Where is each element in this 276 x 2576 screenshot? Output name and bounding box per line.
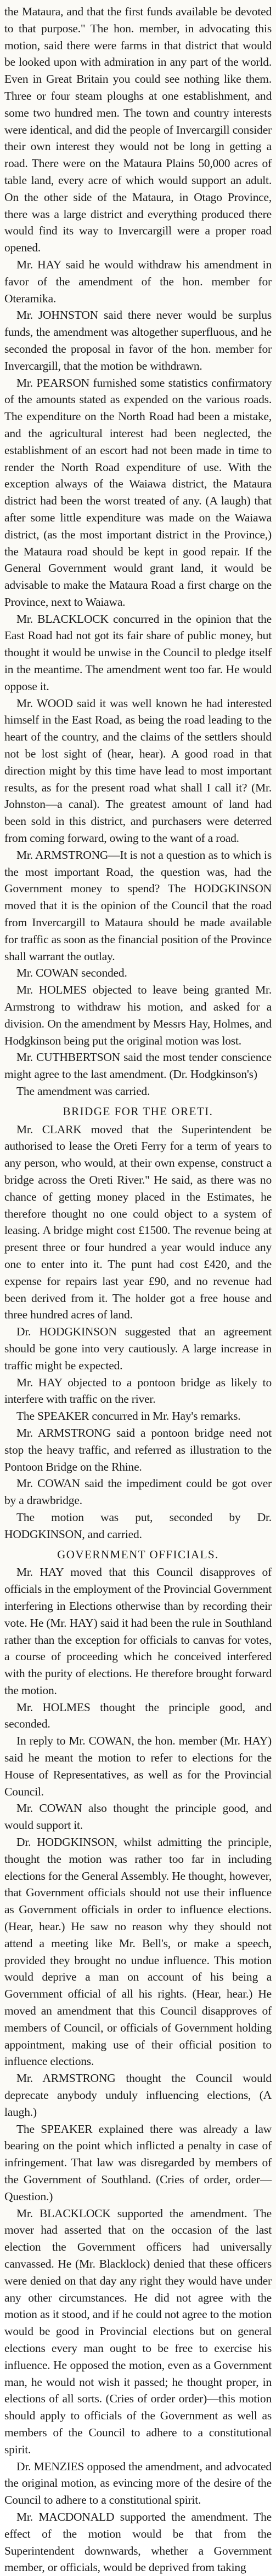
article-paragraph: Mr. BLACKLOCK concurred in the opinion that the East Road had not got its fair share of public money, but thought it would be unwise in the Council to pledge itself in the meantime. The amendment went too far. He would oppose it.	[4, 612, 272, 693]
article-paragraph: Mr. COWAN seconded.	[16, 966, 127, 980]
article-paragraph: Mr. COWAN said the impediment could be got over by a drawbridge.	[4, 1477, 272, 1507]
article-paragraph: Mr. ARMSTRONG said a pontoon bridge need not stop the heavy traffic, and referred as illustration to the Pontoon Bridge on the Rhine.	[4, 1426, 272, 1473]
article-paragraph: Mr. ARMSTRONG—It is not a question as to which is the most important Road, the question was, had the Government money to spend? The HODGKINSON moved that it is the opinion of the Council that the road from Invercargill to Mataura should be made available for traffic as soon as the financial position of the Province shall warrant the outlay.	[4, 848, 272, 963]
article-paragraph: Mr. CUTHBERTSON said the most tender conscience might agree to the last amendment. (Dr. Hodgkinson's)	[4, 1051, 272, 1081]
section-heading-officials: GOVERNMENT OFFICIALS.	[57, 1547, 219, 1561]
article-paragraph: Mr. WOOD said it was well known he had interested himself in the East Road, as being the road leading to the heart of the country, and the claims of the settlers should not be lost sight of (hear, hear). A good road in that direction might by this time have lead to most important results, as for the present road what shall I call it? (Mr. Johnston—a canal). The greatest amount of land had been sold in this district, and purchasers were deterred from coming forward, owing to the want of a road.	[4, 696, 272, 845]
article-paragraph: Mr. HOLMES thought the principle good, and seconded.	[4, 1700, 272, 1731]
article-paragraph: Mr. PEARSON furnished some statistics confirmatory of the amounts stated as expended on the various roads. The expenditure on the North Road had been a mistake, and the agricultural interest had been neglected, the establishment of an escort had not been made in time to render the North Road expenditure of use. With the exception always of the Waiawa district, the Mataura district had been the worst treated of any. (A laugh) that after some little expenditure was made on the Waiawa district, (as the most important district in the Province,) the Mataura road should be kept in good repair. If the General Government would grant land, it would be advisable to make the Mataura Road a first charge on the Province, next to Waiawa.	[4, 376, 272, 609]
article-paragraph: Mr. COWAN also thought the principle good, and would support it.	[4, 1802, 272, 1832]
article-paragraph: Mr. CLARK moved that the Superintendent be authorised to lease the Oreti Ferry for a term of years to any person, who would, at their own expense, construct a bridge across the Oreti River." He said, as there was no chance of getting money placed in the Estimates, he therefore thought no one could object to a system of leasing. A bridge might cost £1500. The revenue being at present three or four hundred a year would induce any one to enter into it. The punt had cost £420, and the expense for repairs last year £90, and no revenue had been derived from it. The holder got a free house and three hundred acres of land.	[4, 1122, 272, 1322]
article-paragraph: Mr. HAY said he would withdraw his amendment in favor of the amendment of the hon. member for Oteramika.	[4, 257, 272, 305]
article-paragraph: The amendment was carried.	[16, 1085, 150, 1098]
article-paragraph: Mr. MACDONALD supported the amendment. The effect of the motion would be that from the Superintendent downwards, whether a Government member, or officials, would be deprived from taking	[4, 2510, 272, 2574]
article-paragraph: Dr. HODGKINSON suggested that an agreement should be gone into very cautiously. A large increase in traffic might be expected.	[4, 1325, 272, 1372]
article-paragraph: the Mataura, and that the first funds available be devoted to that purpose." The hon. member, in advocating this motion, said there were farms in that district that would be looked upon with admiration in any part of the world. Even in Great Britain you could see nothing like them. Three or four steam ploughs at one establishment, and some two hundred men. The town and country interests were identical, and did the people of Invercargill consider their own interest they would not be long in getting a road. There were on the Mataura Plains 50,000 acres of table land, every acre of which would support an adult. On the other side of the Mataura, in Otago Province, there was a large district and everything produced there would find its way to Invercargill were a proper road opened.	[4, 5, 272, 255]
article-paragraph: The SPEAKER explained there was already a law bearing on the point which inflicted a penalty in case of infringement. That law was disregarded by members of the Government of Southland. (Cries of order, order—Question.)	[4, 2122, 272, 2203]
article-paragraph: Mr. JOHNSTON said there never would be surplus funds, the amendment was altogether superfluous, and he seconded the proposal in favor of the hon. member for Invercargill, that the motion be withdrawn.	[4, 308, 272, 372]
article-paragraph: Dr. HODGKINSON, whilst admitting the principle, thought the motion was rather too far in including elections for the General Assembly. He thought, however, that Government officials should not use their influence as Government officials in order to influence elections. (Hear, hear.) He saw no reason why they should not attend a meeting like Mr. Bell's, or make a speech, provided they brought no undue influence. This motion would deprive a man on account of his being a Government official of all his rights. (Hear, hear.) He moved an amendment that this Council disapproves of members of Council, or officials of Government holding appointment, making use of their official position to influence elections.	[4, 1835, 272, 2068]
article-column	[4, 3, 272, 2576]
article-paragraph: Mr. HAY moved that this Council disapproves of officials in the employment of the Provincial Government interfering in Elections otherwise than by recording their vote. He (Mr. HAY) said it had been the rule in Southland rather than the exception for officials to canvas for votes, a course of proceeding which he conceived interfered with the purity of elections. He therefore brought forward the motion.	[4, 1565, 272, 1697]
article-paragraph: The motion was put, seconded by Dr. HODGKINSON, and carried.	[4, 1510, 272, 1541]
article-paragraph: Mr. BLACKLOCK supported the amendment. The mover had asserted that on the occasion of the last election the Government officers had universally canvassed. He (Mr. Blacklock) denied that these officers were denied on that day any right they would have under any other circumstances. He did not agree with the motion as it stood, and if he could not agree to the motion would be good in Provincial elections but on general elections every man ought to be free to exercise his influence. He opposed the motion, even as a Government man, he would not wish it passed; he thought proper, in elections of all sorts. (Cries of order order)—this motion should apply to officials of the Government as well as members of the Council to adhere to a constitutional spirit.	[4, 2206, 272, 2456]
article-paragraph: Mr. HAY objected to a pontoon bridge as likely to interfere with traffic on the river.	[4, 1375, 272, 1406]
section-heading-bridge: BRIDGE FOR THE ORETI.	[63, 1104, 213, 1118]
article-paragraph: In reply to Mr. COWAN, the hon. member (Mr. HAY) said he meant the motion to refer to elections for the House of Representatives, as well as for the Provincial Council.	[4, 1734, 272, 1798]
article-paragraph: Dr. MENZIES opposed the amendment, and advocated the original motion, as evincing more of the desire of the Council to adhere to a constitutional spirit.	[4, 2459, 272, 2507]
article-paragraph: The SPEAKER concurred in Mr. Hay's remarks.	[16, 1409, 241, 1423]
article-paragraph: Mr. ARMSTRONG thought the Council would deprecate anybody unduly influencing elections, (A laugh.)	[4, 2072, 272, 2119]
article-paragraph: Mr. HOLMES objected to leave being granted Mr. Armstrong to withdraw his motion, and asked for a division. On the amendment by Messrs Hay, Holmes, and Hodgkinson being put the original motion was lost.	[4, 983, 272, 1047]
